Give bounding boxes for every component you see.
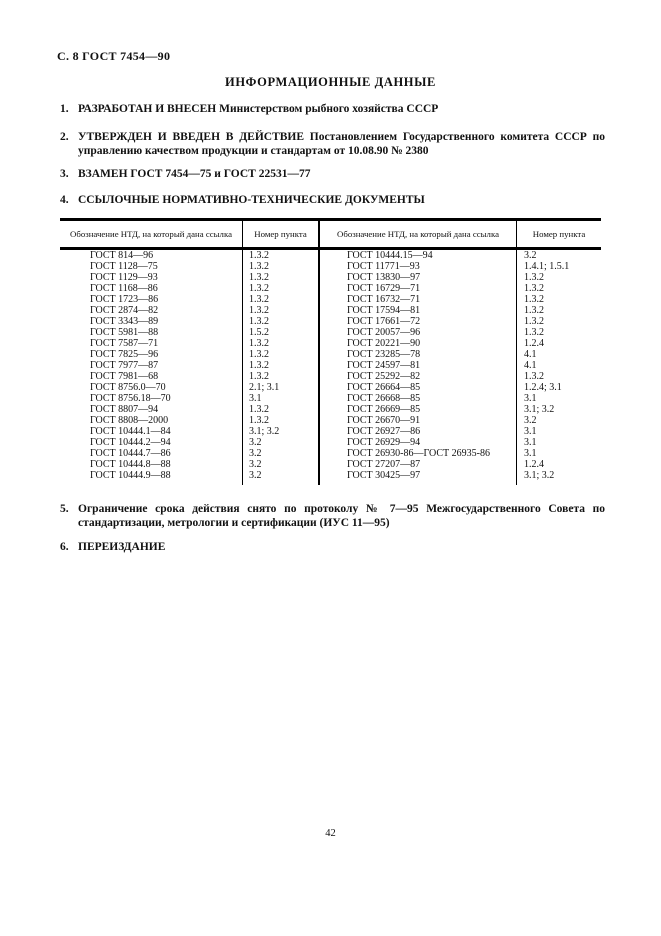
clause-number: 1.3.2 xyxy=(243,272,320,283)
ntd-designation: ГОСТ 10444.15—94 xyxy=(320,250,517,261)
ntd-designation: ГОСТ 26927—86 xyxy=(320,426,517,437)
ntd-designation: ГОСТ 3343—89 xyxy=(60,316,243,327)
ntd-designation: ГОСТ 10444.7—86 xyxy=(60,448,243,459)
clause-number: 3.1 xyxy=(524,393,537,404)
ntd-designation: ГОСТ 27207—87 xyxy=(320,459,517,470)
clause-number: 3.2 xyxy=(243,437,320,448)
ntd-designation: ГОСТ 7825—96 xyxy=(60,349,243,360)
clause-number: 4.1 xyxy=(524,349,537,360)
table-row xyxy=(60,426,601,437)
ntd-designation: ГОСТ 5981—88 xyxy=(60,327,243,338)
ntd-designation: ГОСТ 7977—87 xyxy=(60,360,243,371)
item-text: УТВЕРЖДЕН И ВВЕДЕН В ДЕЙСТВИЕ Постановлением Государственного комитета СССР по управлению качеством продукции и стандартам от 10.08.90 № 2380 xyxy=(78,131,605,157)
table-row xyxy=(60,261,601,272)
ntd-designation: ГОСТ 26930-86—ГОСТ 26935-86 xyxy=(320,448,517,459)
ntd-designation: ГОСТ 7981—68 xyxy=(60,371,243,382)
table-row xyxy=(60,294,601,305)
ntd-designation: ГОСТ 23285—78 xyxy=(320,349,517,360)
table-row xyxy=(60,349,601,360)
clause-number: 1.3.2 xyxy=(524,272,544,283)
clause-number: 3.1 xyxy=(524,448,537,459)
clause-number: 3.2 xyxy=(243,448,320,459)
table-row xyxy=(60,371,601,382)
ntd-designation: ГОСТ 10444.2—94 xyxy=(60,437,243,448)
clause-number: 1.3.2 xyxy=(524,294,544,305)
table-row xyxy=(60,448,601,459)
table-row xyxy=(60,305,601,316)
clause-number: 1.2.4 xyxy=(524,338,544,349)
clause-number: 1.3.2 xyxy=(243,261,320,272)
ntd-designation: ГОСТ 16732—71 xyxy=(320,294,517,305)
table-row xyxy=(60,382,601,393)
clause-number: 1.2.4; 3.1 xyxy=(524,382,562,393)
table-row xyxy=(60,283,601,294)
ntd-designation: ГОСТ 1128—75 xyxy=(60,261,243,272)
page-title: ИНФОРМАЦИОННЫЕ ДАННЫЕ xyxy=(225,75,436,89)
ntd-designation: ГОСТ 1168—86 xyxy=(60,283,243,294)
clause-number: 3.1 xyxy=(243,393,320,404)
table-row xyxy=(60,404,601,415)
clause-number: 1.5.2 xyxy=(243,327,320,338)
table-row xyxy=(60,360,601,371)
clause-number: 3.1 xyxy=(524,437,537,448)
ntd-designation: ГОСТ 2874—82 xyxy=(60,305,243,316)
table-row xyxy=(60,415,601,426)
table-row xyxy=(60,459,601,470)
item-number: 4. xyxy=(60,194,69,206)
ntd-designation: ГОСТ 1129—93 xyxy=(60,272,243,283)
item-number: 6. xyxy=(60,541,69,553)
info-item-2 xyxy=(60,131,605,158)
clause-number: 1.3.2 xyxy=(243,415,320,426)
clause-number: 3.2 xyxy=(524,250,537,261)
ntd-designation: ГОСТ 26929—94 xyxy=(320,437,517,448)
ntd-designation: ГОСТ 10444.9—88 xyxy=(60,470,243,481)
ntd-designation: ГОСТ 7587—71 xyxy=(60,338,243,349)
reference-table xyxy=(60,218,601,485)
ntd-designation: ГОСТ 30425—97 xyxy=(320,470,517,481)
ntd-designation: ГОСТ 25292—82 xyxy=(320,371,517,382)
ntd-designation: ГОСТ 26669—85 xyxy=(320,404,517,415)
ntd-designation: ГОСТ 8807—94 xyxy=(60,404,243,415)
clause-number: 1.3.2 xyxy=(243,305,320,316)
ntd-designation: ГОСТ 20221—90 xyxy=(320,338,517,349)
clause-number: 1.3.2 xyxy=(243,349,320,360)
info-item-3 xyxy=(60,168,605,182)
clause-number: 1.3.2 xyxy=(524,371,544,382)
ntd-designation: ГОСТ 26668—85 xyxy=(320,393,517,404)
table-row xyxy=(60,327,601,338)
clause-number: 1.3.2 xyxy=(243,371,320,382)
clause-number: 1.3.2 xyxy=(243,283,320,294)
info-item-6 xyxy=(60,541,605,555)
ntd-designation: ГОСТ 17594—81 xyxy=(320,305,517,316)
ntd-designation: ГОСТ 16729—71 xyxy=(320,283,517,294)
ntd-designation: ГОСТ 13830—97 xyxy=(320,272,517,283)
header-cell-designation-left: Обозначение НТД, на который дана ссылка xyxy=(60,221,243,247)
item-number: 1. xyxy=(60,103,69,115)
item-number: 3. xyxy=(60,168,69,180)
item-text: ССЫЛОЧНЫЕ НОРМАТИВНО-ТЕХНИЧЕСКИЕ ДОКУМЕНТЫ xyxy=(78,194,425,206)
clause-number: 1.3.2 xyxy=(524,316,544,327)
clause-number: 3.1; 3.2 xyxy=(243,426,320,437)
page-number: 42 xyxy=(325,828,336,839)
item-number: 2. xyxy=(60,131,69,143)
item-text: РАЗРАБОТАН И ВНЕСЕН Министерством рыбного хозяйства СССР xyxy=(78,103,439,115)
table-spacer-row xyxy=(60,481,601,485)
header-cell-clause-left: Номер пункта xyxy=(243,221,320,247)
ref-table-body xyxy=(60,250,601,481)
clause-number: 2.1; 3.1 xyxy=(243,382,320,393)
item-number: 5. xyxy=(60,503,69,515)
table-row xyxy=(60,393,601,404)
table-row xyxy=(60,272,601,283)
clause-number: 3.2 xyxy=(524,415,537,426)
ntd-designation: ГОСТ 17661—72 xyxy=(320,316,517,327)
clause-number: 3.1; 3.2 xyxy=(524,404,555,415)
table-row xyxy=(60,250,601,261)
ntd-designation: ГОСТ 814—96 xyxy=(60,250,243,261)
item-text: ПЕРЕИЗДАНИЕ xyxy=(78,541,166,553)
info-item-1 xyxy=(60,103,605,117)
ntd-designation: ГОСТ 1723—86 xyxy=(60,294,243,305)
ntd-designation: ГОСТ 10444.1—84 xyxy=(60,426,243,437)
clause-number: 1.3.2 xyxy=(243,250,320,261)
clause-number: 1.3.2 xyxy=(243,316,320,327)
header-cell-clause-right: Номер пункта xyxy=(532,228,586,239)
clause-number: 1.3.2 xyxy=(524,283,544,294)
ntd-designation: ГОСТ 8808—2000 xyxy=(60,415,243,426)
clause-number: 1.3.2 xyxy=(243,360,320,371)
table-row xyxy=(60,316,601,327)
item-text: ВЗАМЕН ГОСТ 7454—75 и ГОСТ 22531—77 xyxy=(78,168,311,180)
info-item-4 xyxy=(60,194,605,208)
clause-number: 3.2 xyxy=(243,470,320,481)
clause-number: 4.1 xyxy=(524,360,537,371)
clause-number: 3.1 xyxy=(524,426,537,437)
ntd-designation: ГОСТ 20057—96 xyxy=(320,327,517,338)
clause-number: 1.2.4 xyxy=(524,459,544,470)
table-header-row xyxy=(60,218,601,250)
ntd-designation: ГОСТ 8756.18—70 xyxy=(60,393,243,404)
ntd-designation: ГОСТ 10444.8—88 xyxy=(60,459,243,470)
ntd-designation: ГОСТ 26664—85 xyxy=(320,382,517,393)
info-item-5 xyxy=(60,503,605,530)
table-row xyxy=(60,470,601,481)
ntd-designation: ГОСТ 24597—81 xyxy=(320,360,517,371)
clause-number: 1.3.2 xyxy=(243,338,320,349)
clause-number: 1.3.2 xyxy=(243,294,320,305)
table-row xyxy=(60,338,601,349)
clause-number: 3.2 xyxy=(243,459,320,470)
clause-number: 1.3.2 xyxy=(243,404,320,415)
clause-number: 1.4.1; 1.5.1 xyxy=(524,261,570,272)
clause-number: 3.1; 3.2 xyxy=(524,470,555,481)
ntd-designation: ГОСТ 11771—93 xyxy=(320,261,517,272)
ntd-designation: ГОСТ 8756.0—70 xyxy=(60,382,243,393)
clause-number: 1.3.2 xyxy=(524,305,544,316)
table-row xyxy=(60,437,601,448)
clause-number: 1.3.2 xyxy=(524,327,544,338)
header-cell-designation-right: Обозначение НТД, на который дана ссылка xyxy=(320,221,517,247)
page-ref: С. 8 ГОСТ 7454—90 xyxy=(57,49,171,63)
item-text: Ограничение срока действия снято по протоколу № 7—95 Межгосударственного Совета по стандартизации, метрологии и сертификации (ИУС 11—95) xyxy=(78,503,605,529)
ntd-designation: ГОСТ 26670—91 xyxy=(320,415,517,426)
